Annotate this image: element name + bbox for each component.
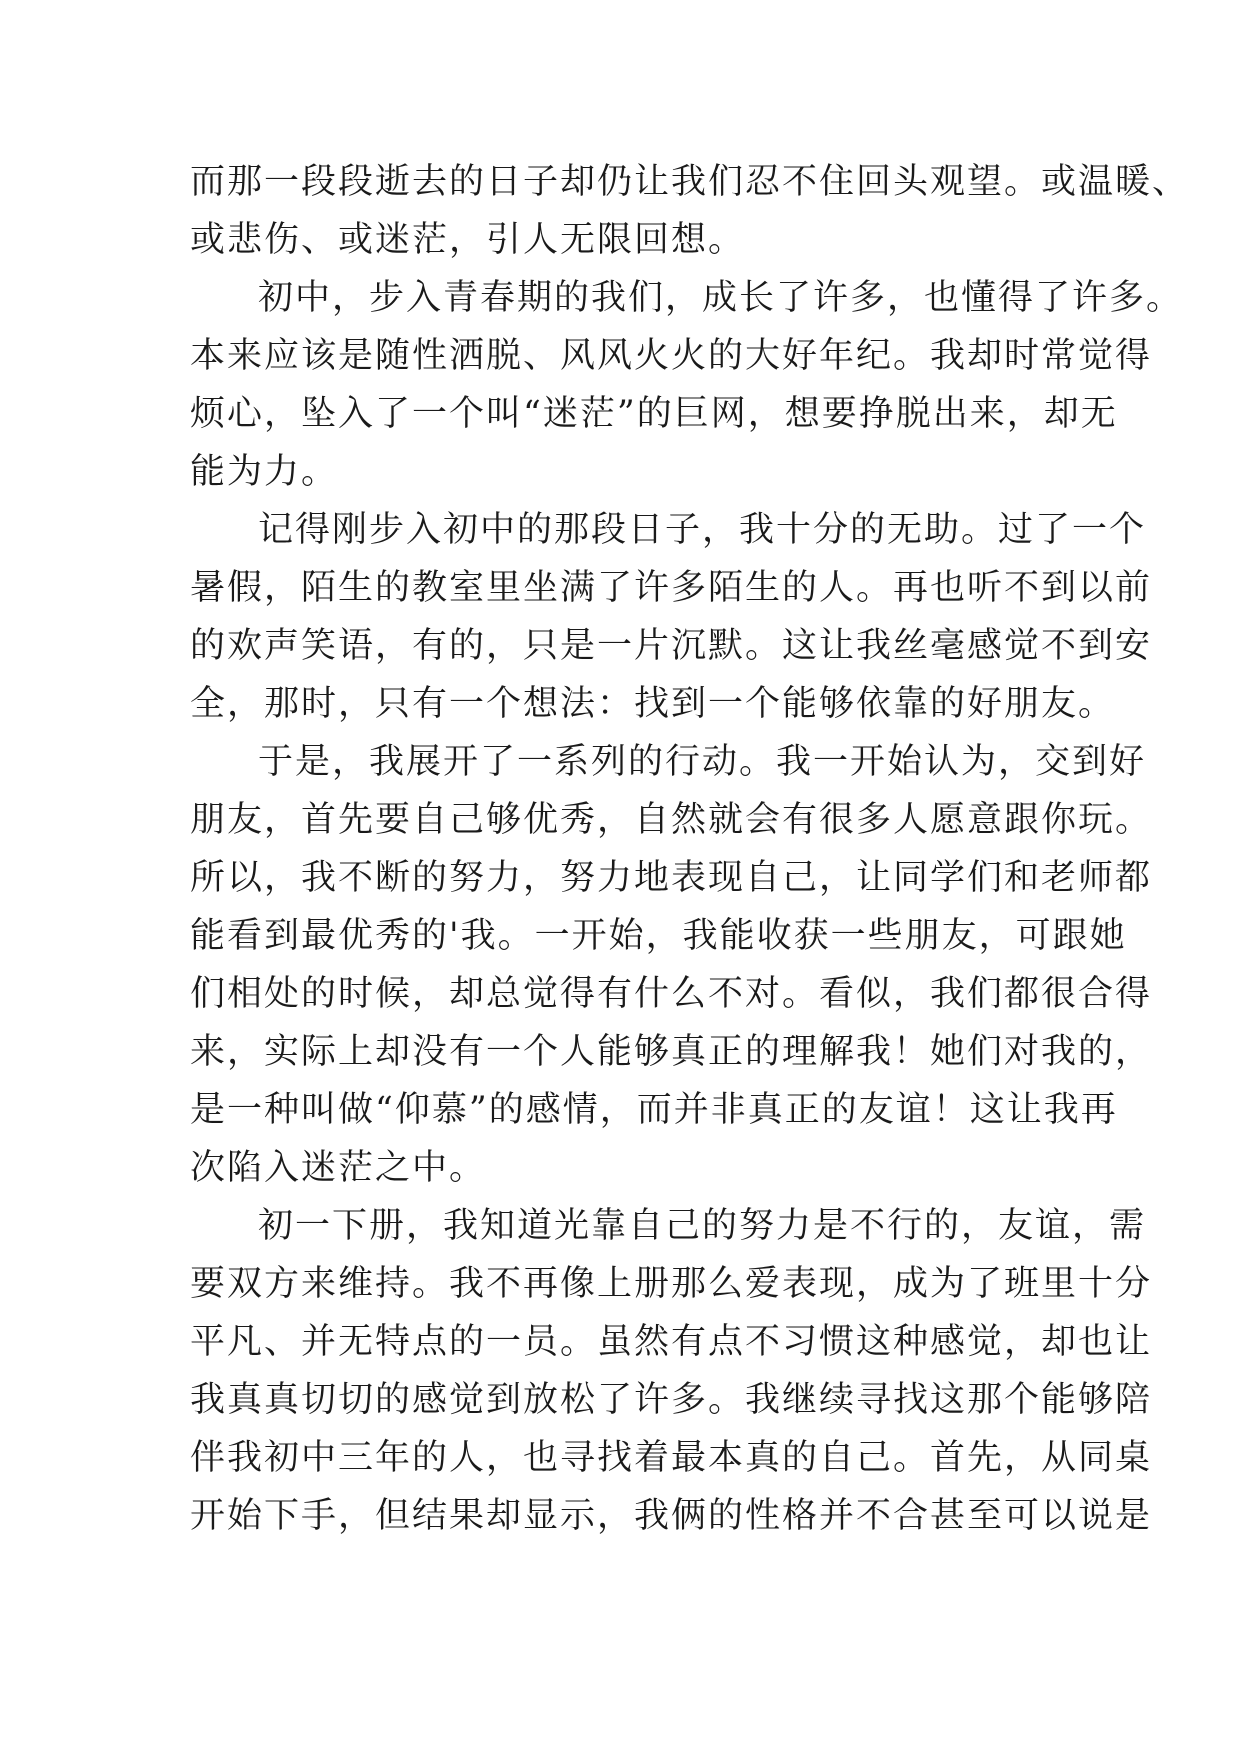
essay-body [190,153,1190,1545]
text-line: 暑假，陌生的教室里坐满了许多陌生的人。再也听不到以前 [190,568,1153,608]
text-line: 所以，我不断的努力，努力地表现自己，让同学们和老师都 [190,858,1153,898]
text-line: 的欢声笑语，有的，只是一片沉默。这让我丝毫感觉不到安 [190,626,1153,666]
text-line: 次陷入迷茫之中。 [190,1148,487,1188]
paragraph-first-line: 于是，我展开了一系列的行动。我一开始认为，交到好 [258,742,1147,782]
text-line: 能为力。 [190,452,339,492]
text-line: 平凡、并无特点的一员。虽然有点不习惯这种感觉，却也让 [190,1322,1153,1362]
text-line: 我真真切切的感觉到放松了许多。我继续寻找这那个能够陪 [190,1380,1153,1420]
text-line: 朋友，首先要自己够优秀，自然就会有很多人愿意跟你玩。 [190,800,1153,840]
text-line: 开始下手，但结果却显示，我俩的性格并不合甚至可以说是 [190,1496,1153,1536]
text-line: 要双方来维持。我不再像上册那么爱表现，成为了班里十分 [190,1264,1153,1304]
paragraph-first-line: 初中，步入青春期的我们，成长了许多，也懂得了许多。 [258,278,1184,318]
paragraph-first-line: 记得刚步入初中的那段日子，我十分的无助。过了一个 [258,510,1147,550]
text-line: 本来应该是随性洒脱、风风火火的大好年纪。我却时常觉得 [190,336,1153,376]
text-line: 或悲伤、或迷茫，引人无限回想。 [190,220,746,260]
text-line: 来，实际上却没有一个人能够真正的理解我！她们对我的， [190,1032,1153,1072]
text-line: 烦心，坠入了一个叫“迷茫”的巨网，想要挣脱出来，却无 [190,394,1118,434]
text-line: 伴我初中三年的人，也寻找着最本真的自己。首先，从同桌 [190,1438,1153,1478]
paragraph-first-line: 初一下册，我知道光靠自己的努力是不行的，友谊，需 [258,1206,1147,1246]
text-line: 而那一段段逝去的日子却仍让我们忍不住回头观望。或温暖、 [190,162,1190,202]
text-line: 是一种叫做“仰慕”的感情，而并非真正的友谊！这让我再 [190,1090,1118,1130]
text-line: 全，那时，只有一个想法：找到一个能够依靠的好朋友。 [190,684,1116,724]
text-line: 能看到最优秀的'我。一开始，我能收获一些朋友，可跟她 [190,916,1127,956]
text-line: 们相处的时候，却总觉得有什么不对。看似，我们都很合得 [190,974,1153,1014]
